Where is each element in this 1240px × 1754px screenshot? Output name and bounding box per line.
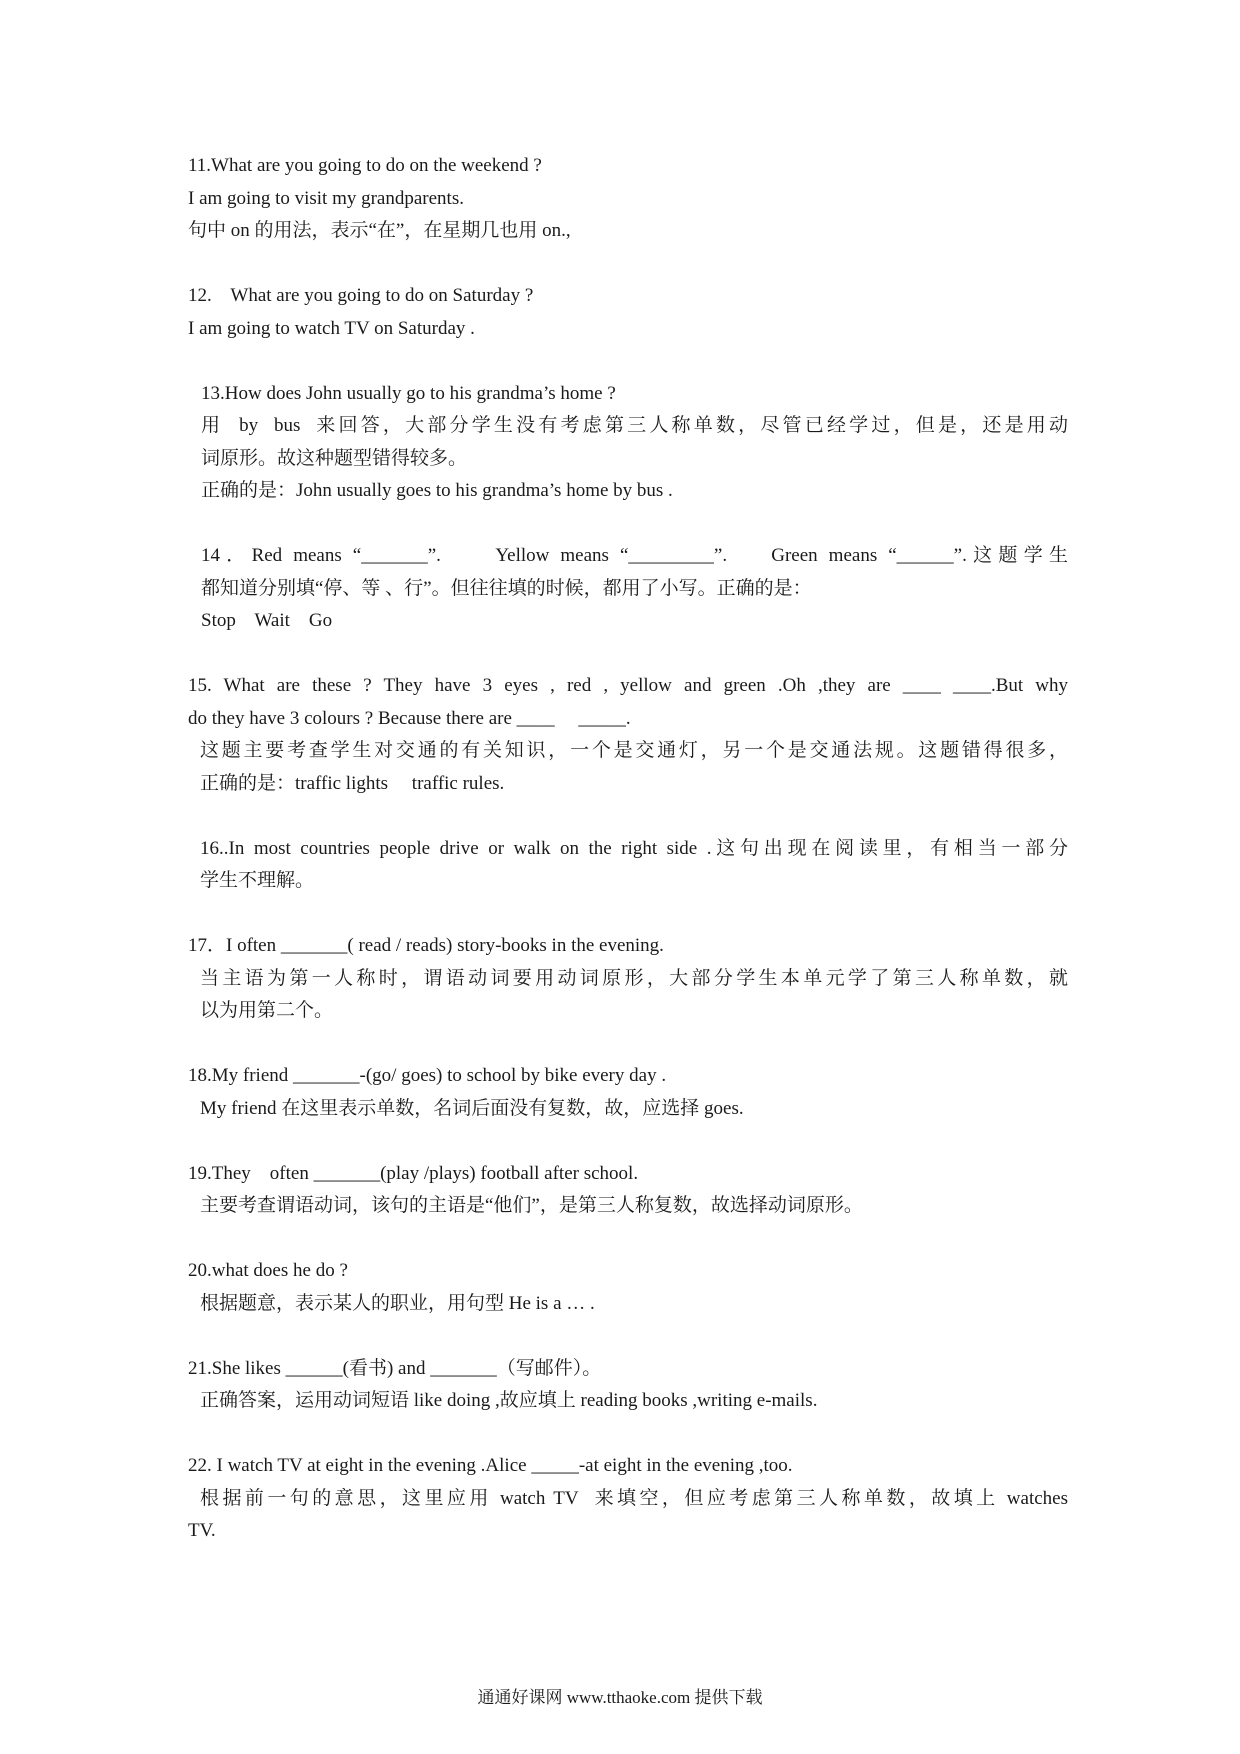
question-line: 18.My friend _______-(go/ goes) to school by bike every day . <box>188 1065 667 1086</box>
note-line: 学生不理解。 <box>200 870 315 891</box>
answer-line: I am going to visit my grandparents. <box>188 187 464 209</box>
note-line: 正确的是：traffic lights traffic rules. <box>200 772 505 794</box>
spacer <box>188 638 1068 671</box>
question-20 <box>188 1255 1068 1320</box>
spacer <box>188 508 1068 541</box>
answer-line: I am going to watch TV on Saturday . <box>188 317 475 339</box>
note-line: 正确答案，运用动词短语 like doing ,故应填上 reading books ,writing e-mails. <box>200 1390 818 1411</box>
note-line: 这题主要考查学生对交通的有关知识，一个是交通灯，另一个是交通法规。这题错得很多， <box>200 740 1068 761</box>
question-line: 19.They often _______(play /plays) football after school. <box>188 1162 639 1184</box>
question-22 <box>188 1450 1068 1548</box>
spacer <box>188 1418 1068 1451</box>
question-21 <box>188 1353 1068 1418</box>
spacer <box>188 1223 1068 1256</box>
question-line: 21.She likes ______(看书) and _______（写邮件）。 <box>188 1357 602 1379</box>
note-line: 用 by bus 来回答，大部分学生没有考虑第三人称单数，尽管已经学过，但是，还是用动 <box>201 415 1068 436</box>
page-footer: 通通好课网 www.tthaoke.com 提供下载 <box>477 1688 763 1707</box>
question-line: 20.what does he do ? <box>188 1260 348 1281</box>
spacer <box>188 345 1068 378</box>
note-line: 以为用第二个。 <box>200 1000 334 1021</box>
spacer <box>188 1320 1068 1353</box>
spacer <box>188 800 1068 833</box>
note-line: 都知道分别填“停、等 、行”。但往往填的时候，都用了小写。正确的是： <box>201 577 812 599</box>
note-line: 当主语为第一人称时，谓语动词要用动词原形，大部分学生本单元学了第三人称单数，就 <box>200 967 1068 989</box>
note-line: 根据题意，表示某人的职业，用句型 He is a … . <box>200 1292 595 1314</box>
spacer <box>188 898 1068 931</box>
question-line: 11.What are you going to do on the weekend ? <box>188 155 542 176</box>
note-line: My friend 在这里表示单数，名词后面没有复数，故，应选择 goes. <box>200 1097 744 1119</box>
page-content <box>188 150 1068 1548</box>
question-14 <box>188 540 1068 638</box>
question-line: 12. What are you going to do on Saturday ? <box>188 285 534 306</box>
question-19 <box>188 1158 1068 1223</box>
question-line: 14．Red means “_______”. Yellow means “_________”. Green means “______”.这题学生 <box>201 545 1068 566</box>
question-16 <box>188 833 1068 898</box>
note-line: TV. <box>188 1520 216 1541</box>
question-17 <box>188 930 1068 1028</box>
note-line: 主要考查谓语动词，该句的主语是“他们”，是第三人称复数，故选择动词原形。 <box>200 1195 863 1216</box>
answer-line: Stop Wait Go <box>201 610 333 631</box>
question-line: 15. What are these ? They have 3 eyes , red , yellow and green .Oh ,they are ____ ____.But why <box>188 675 1068 696</box>
question-11 <box>188 150 1068 248</box>
question-line: do they have 3 colours ? Because there are ____ _____. <box>188 707 631 729</box>
spacer <box>188 1125 1068 1158</box>
note-line: 句中 on 的用法，表示“在”，在星期几也用 on., <box>188 220 571 241</box>
question-line: 16..In most countries people drive or walk on the right side .这句出现在阅读里，有相当一部分 <box>200 837 1068 859</box>
question-12 <box>188 280 1068 345</box>
question-18 <box>188 1060 1068 1125</box>
question-line: 17．I often _______( read / reads) story-books in the evening. <box>188 935 664 956</box>
question-line: 22. I watch TV at eight in the evening .Alice _____-at eight in the evening ,too. <box>188 1455 793 1476</box>
question-line: 13.How does John usually go to his grandma’s home ? <box>201 382 616 404</box>
spacer <box>188 1028 1068 1061</box>
note-line: 正确的是：John usually goes to his grandma’s home by bus . <box>201 480 673 501</box>
question-15 <box>188 670 1068 800</box>
spacer <box>188 248 1068 281</box>
question-13 <box>188 378 1068 508</box>
note-line: 根据前一句的意思，这里应用 watch TV 来填空，但应考虑第三人称单数，故填上 watches <box>200 1487 1068 1509</box>
note-line: 词原形。故这种题型错得较多。 <box>201 447 468 469</box>
